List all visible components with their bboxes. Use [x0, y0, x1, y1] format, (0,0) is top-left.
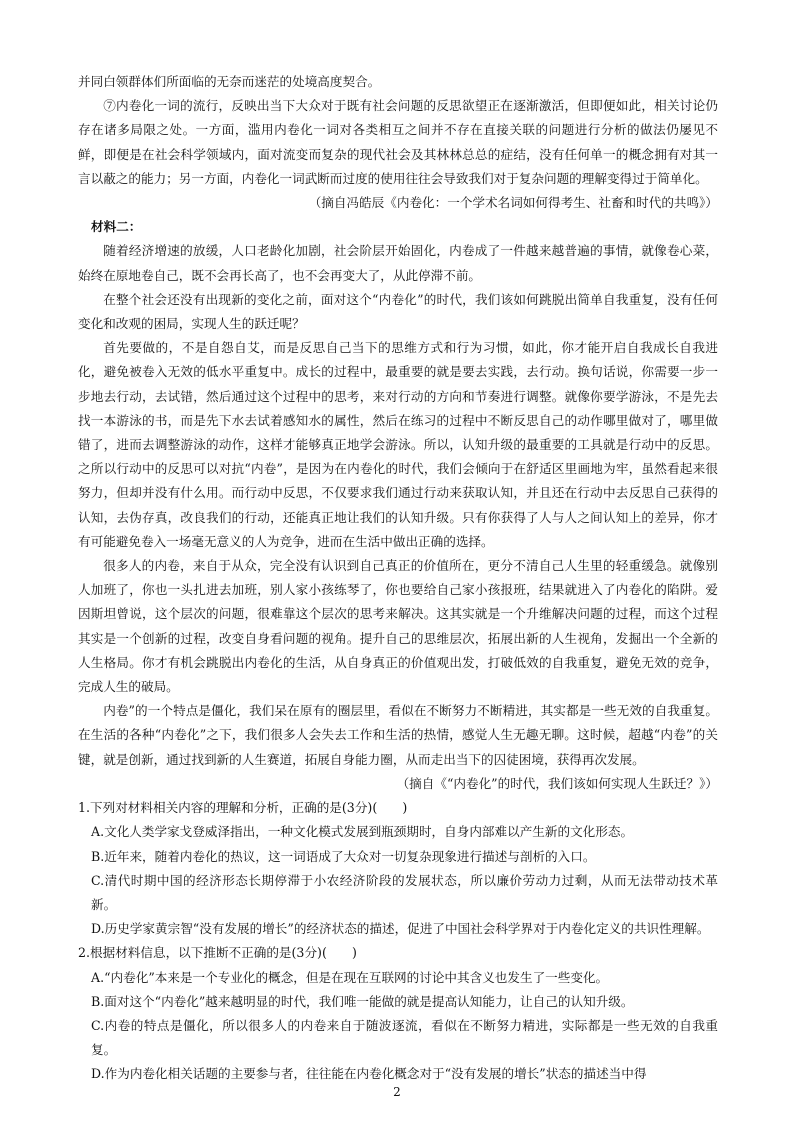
paragraph: 并同白领群体们所面临的无奈而迷茫的处境高度契合。: [78, 74, 381, 89]
question-stem: 1.下列对材料相关内容的理解和分析，正确的是(3分)( ): [78, 800, 408, 816]
section-heading: 材料二：: [91, 219, 142, 235]
paragraph: 内卷”的一个特点是僵化，我们呆在原有的圈层里，看似在不断努力不断精进，其实都是一些无效的自我重复。在生活的各种“内卷化”之下，我们很多人会失去工作和生活的热情，感觉人生无趣无聊。这时候，超越“内卷”的关键，就是创新，通过找到新的人生赛道，拓展自身能力圈，从而走出当下的囚徒困境，获得再次发展。: [78, 703, 718, 767]
answer-option: A.文化人类学家戈登威泽指出，一种文化模式发展到瓶颈期时，自身内部难以产生新的文化形态。: [91, 824, 634, 840]
source-citation: （摘自冯皓辰《内卷化：一个学术名词如何得考生、社畜和时代的共鸣》）: [308, 195, 718, 211]
paragraph: ⑦内卷化一词的流行，反映出当下大众对于既有社会问题的反思欲望正在逐渐激活，但即便如此，相关讨论仍存在诸多局限之处。一方面，滥用内卷化一词对各类相互之间并不存在直接关联的问题进行分析的做法仍屡见不鲜，即便是在社会科学领域内，面对流变而复杂的现代社会及其林林总总的症结，没有任何单一的概念拥有对其一言以蔽之的能力；另一方面，内卷化一词武断而过度的使用往往会导致我们对于复杂问题的理解变得过于简单化。: [78, 98, 718, 186]
answer-option: A.“内卷化”本来是一个专业化的概念，但是在现在互联网的讨论中其含义也发生了一些变化。: [91, 969, 609, 985]
answer-option: D.历史学家黄宗智“没有发展的增长”的经济状态的描述，促进了中国社会科学界对于内卷化定义的共识性理解。: [91, 921, 710, 937]
paragraph: 在整个社会还没有出现新的变化之前，面对这个“内卷化”的时代，我们该如何跳脱出简单自我重复，没有任何变化和改观的困局，实现人生的跃迁呢？: [78, 291, 718, 332]
answer-option: B.面对这个“内卷化”越来越明显的时代，我们唯一能做的就是提高认知能力，让自己的认知升级。: [91, 993, 634, 1009]
answer-option: C.内卷的特点是僵化，所以很多人的内卷来自于随波逐流，看似在不断努力精进，实际都是一些无效的自我重复。: [91, 1017, 718, 1058]
source-citation: （摘自《“内卷化”的时代，我们该如何实现人生跃迁？》）: [396, 775, 718, 791]
answer-option: B.近年来，随着内卷化的热议，这一词语成了大众对一切复杂现象进行描述与剖析的入口。: [91, 848, 596, 864]
answer-option: C.清代时期中国的经济形态长期停滞于小农经济阶段的发展状态，所以廉价劳动力过剩，从而无法带动技术革新。: [91, 872, 718, 912]
answer-option: D.作为内卷化相关话题的主要参与者，往往能在内卷化概念对于“没有发展的增长”状态的描述当中得: [91, 1066, 647, 1082]
paragraph: 很多人的内卷，来自于从众，完全没有认识到自己真正的价值所在，更分不清自己人生里的轻重缓急。就像别人加班了，你也一头扎进去加班，别人家小孩练琴了，你也要给自己家小孩报班，结果就进入了内卷化的陷阱。爱因斯坦曾说，这个层次的问题，很难靠这个层次的思考来解决。这其实就是一个升维解决问题的过程，而这个过程其实是一个创新的过程，改变自身看问题的视角。提升自己的思维层次，拓展出新的人生视角，发掘出一个全新的人生格局。你才有机会跳脱出内卷化的生活，从自身真正的价值观出发，打破低效的自我重复，避免无效的竞争，完成人生的破局。: [78, 558, 718, 695]
paragraph: 随着经济增速的放缓，人口老龄化加剧，社会阶层开始固化，内卷成了一件越来越普遍的事情，就像卷心菜，始终在原地卷自己，既不会再长高了，也不会再变大了，从此停滞不前。: [78, 243, 718, 283]
paragraph: 首先要做的，不是自怨自艾，而是反思自己当下的思维方式和行为习惯，如此，你才能开启自我成长自我进化，避免被卷入无效的低水平重复中。成长的过程中，最重要的就是要去实践，去行动。换句话说，你需要一步一步地去行动，去试错，然后通过这个过程中的思考，来对行动的方向和节奏进行调整。就像你要学游泳，不是先去找一本游泳的书，而是先下水去试着感知水的属性，然后在练习的过程中不断反思自己的动作哪里做对了，哪里做错了，进而去调整游泳的动作，这样才能够真正地学会游泳。所以，认知升级的最重要的工具就是行动中的反思。之所以行动中的反思可以对抗“内卷”，是因为在内卷化的时代，我们会倾向于在舒适区里画地为牢，虽然看起来很努力，但却并没有什么用。而行动中反思，不仅要求我们通过行动来获取认知，并且还在行动中去反思自己获得的认知，去伪存真，改良我们的行动，还能真正地让我们的认知升级。只有你获得了人与人之间认知上的差异，你才有可能避免卷入一场毫无意义的人为竞争，进而在生活中做出正确的选择。: [78, 340, 718, 549]
question-stem: 2.根据材料信息，以下推断不正确的是(3分)( ): [78, 945, 357, 961]
page-number: 2: [393, 1085, 401, 1099]
exam-page-content: [78, 70, 718, 1087]
